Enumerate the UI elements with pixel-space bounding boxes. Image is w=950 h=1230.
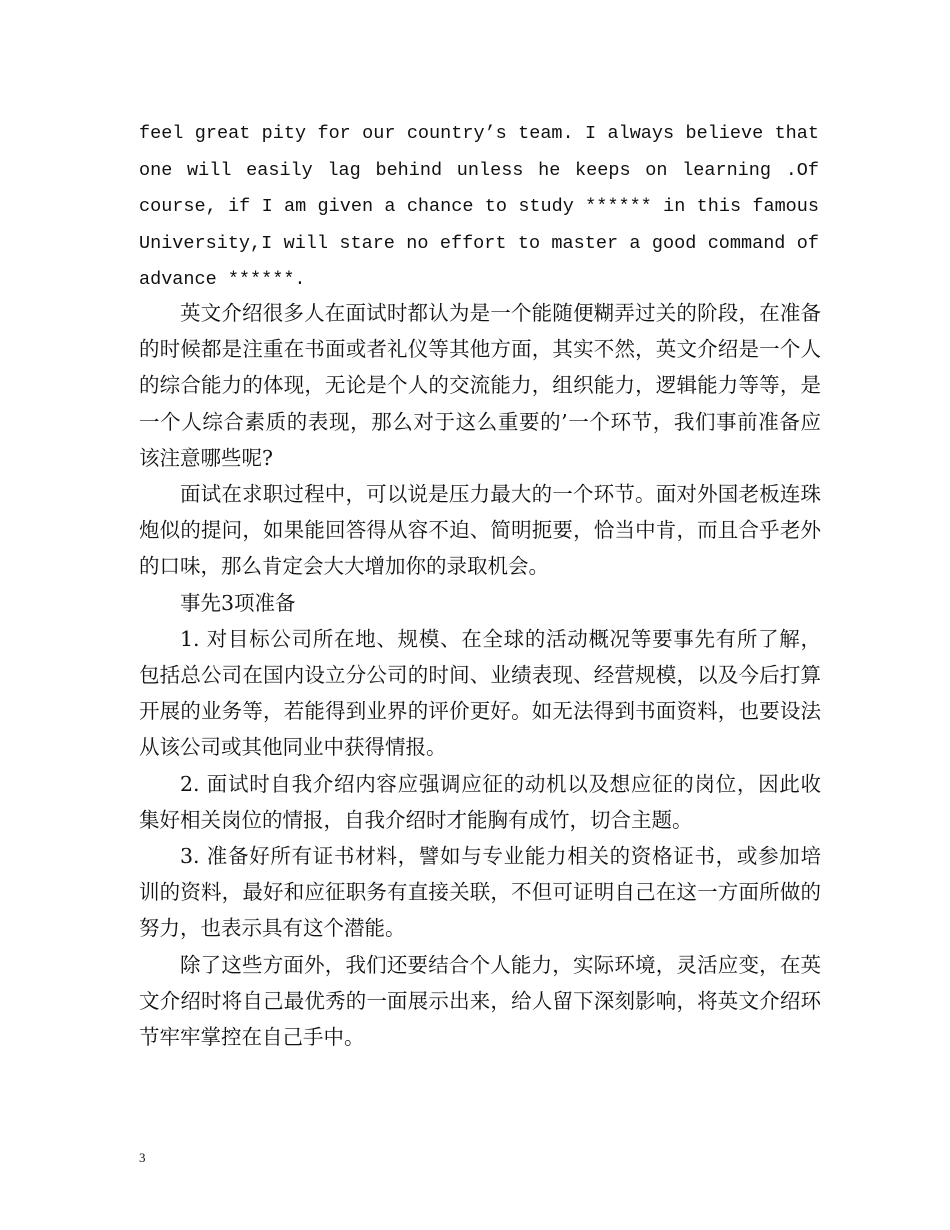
english-line: advance ******. bbox=[139, 269, 306, 290]
paragraph-intro: 英文介绍很多人在面试时都认为是一个能随便糊弄过关的阶段，在准备的时候都是注重在书面或者礼仪等其他方面，其实不然，英文介绍是一个人的综合能力的体现，无论是个人的交流能力，组织能力，逻辑能力等等，是一个人综合素质的表现，那么对于这么重要的’一个环节，我们事前准备应该注意哪些呢? bbox=[139, 301, 821, 470]
english-line: University,I will stare no effort to master a good command of bbox=[139, 232, 819, 254]
list-item-1: 1. 对目标公司所在地、规模、在全球的活动概况等要事先有所了解，包括总公司在国内设立分公司的时间、业绩表现、经营规模，以及今后打算开展的业务等，若能得到业界的评价更好。如无法得到书面资料，也要设法从该公司或其他同业中获得情报。 bbox=[139, 626, 821, 760]
english-paragraph bbox=[139, 116, 819, 299]
english-line: one will easily lag behind unless he keeps on learning .Of bbox=[139, 159, 819, 181]
paragraph-conclusion: 除了这些方面外，我们还要结合个人能力，实际环境，灵活应变，在英文介绍时将自己最优秀的一面展示出来，给人留下深刻影响，将英文介绍环节牢牢掌控在自己手中。 bbox=[139, 952, 821, 1050]
chinese-body bbox=[139, 295, 821, 1055]
section-heading: 事先3项准备 bbox=[180, 590, 296, 615]
english-line: course, if I am given a chance to study ****** in this famous bbox=[139, 196, 819, 217]
paragraph-interview: 面试在求职过程中，可以说是压力最大的一个环节。面对外国老板连珠炮似的提问，如果能回答得从容不迫、简明扼要，恰当中肯，而且合乎老外的口味，那么肯定会大大增加你的录取机会。 bbox=[139, 482, 821, 579]
list-item-2: 2. 面试时自我介绍内容应强调应征的动机以及想应征的岗位，因此收集好相关岗位的情报，自我介绍时才能胸有成竹，切合主题。 bbox=[139, 771, 821, 832]
english-line: feel great pity for our country’s team. I always believe that bbox=[139, 123, 819, 144]
page-number: 3 bbox=[139, 1150, 146, 1165]
list-item-3: 3. 准备好所有证书材料，譬如与专业能力相关的资格证书，或参加培训的资料，最好和应征职务有直接关联，不但可证明自己在这一方面所做的努力，也表示具有这个潜能。 bbox=[139, 844, 821, 941]
